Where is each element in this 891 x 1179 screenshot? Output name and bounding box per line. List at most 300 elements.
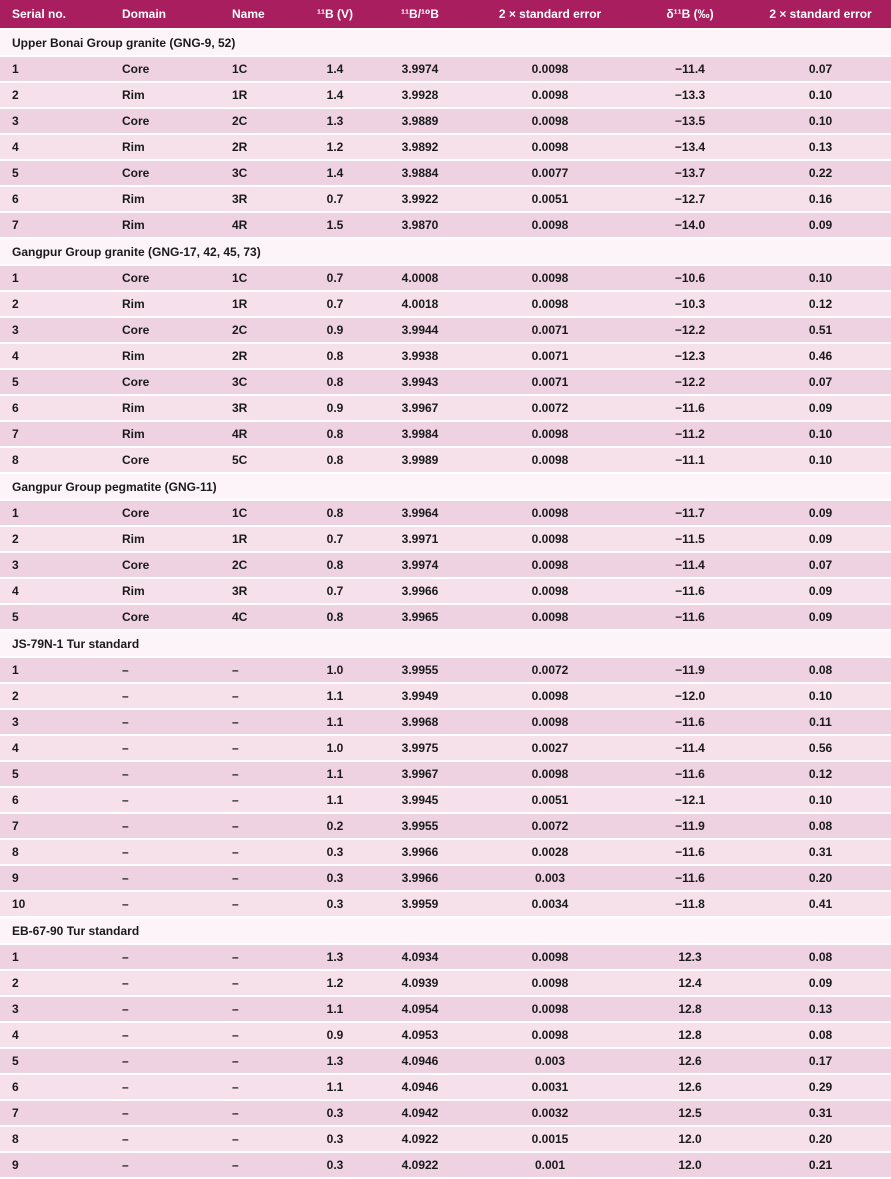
table-cell: 1R xyxy=(220,82,300,108)
table-row xyxy=(0,291,891,317)
table-cell: 1C xyxy=(220,265,300,291)
table-row xyxy=(0,500,891,526)
table-cell: −11.6 xyxy=(630,865,750,891)
table-cell: 0.0098 xyxy=(470,944,630,970)
table-cell: 1.0 xyxy=(300,657,370,683)
table-cell: 0.0015 xyxy=(470,1126,630,1152)
table-row xyxy=(0,865,891,891)
table-cell: 3.9966 xyxy=(370,839,470,865)
table-cell: 0.9 xyxy=(300,317,370,343)
table-cell: – xyxy=(220,970,300,996)
table-cell: – xyxy=(220,891,300,917)
table-cell: 12.6 xyxy=(630,1074,750,1100)
table-body xyxy=(0,29,891,1178)
table-cell: 0.3 xyxy=(300,1100,370,1126)
table-cell: – xyxy=(220,865,300,891)
table-cell: 3.9870 xyxy=(370,212,470,238)
table-cell: 10 xyxy=(0,891,110,917)
table-cell: 4 xyxy=(0,134,110,160)
table-cell: 1.0 xyxy=(300,735,370,761)
table-row xyxy=(0,56,891,82)
table-cell: −13.3 xyxy=(630,82,750,108)
table-cell: 2C xyxy=(220,317,300,343)
table-cell: 0.0098 xyxy=(470,421,630,447)
table-cell: 0.0071 xyxy=(470,369,630,395)
table-row xyxy=(0,604,891,630)
table-cell: 0.12 xyxy=(750,761,891,787)
table-cell: 1C xyxy=(220,56,300,82)
table-cell: 1.1 xyxy=(300,1074,370,1100)
table-row xyxy=(0,970,891,996)
table-cell: 3 xyxy=(0,552,110,578)
table-cell: 0.9 xyxy=(300,395,370,421)
table-cell: Core xyxy=(110,369,220,395)
table-cell: – xyxy=(110,657,220,683)
table-cell: Core xyxy=(110,160,220,186)
table-cell: 3 xyxy=(0,709,110,735)
table-cell: Core xyxy=(110,500,220,526)
table-cell: 3.9965 xyxy=(370,604,470,630)
table-cell: Rim xyxy=(110,421,220,447)
table-cell: 12.4 xyxy=(630,970,750,996)
table-cell: – xyxy=(110,1152,220,1178)
table-cell: 4R xyxy=(220,212,300,238)
table-cell: 1.3 xyxy=(300,108,370,134)
table-cell: 2 xyxy=(0,683,110,709)
table-cell: 12.5 xyxy=(630,1100,750,1126)
table-cell: Rim xyxy=(110,82,220,108)
table-cell: −11.5 xyxy=(630,526,750,552)
table-cell: 0.10 xyxy=(750,265,891,291)
table-row xyxy=(0,1074,891,1100)
table-cell: 0.0098 xyxy=(470,970,630,996)
table-row xyxy=(0,813,891,839)
table-cell: – xyxy=(110,1126,220,1152)
table-cell: 4.0954 xyxy=(370,996,470,1022)
table-cell: −14.0 xyxy=(630,212,750,238)
table-cell: 4 xyxy=(0,735,110,761)
table-cell: 0.7 xyxy=(300,265,370,291)
table-row xyxy=(0,369,891,395)
table-cell: 3.9938 xyxy=(370,343,470,369)
table-cell: 0.3 xyxy=(300,1152,370,1178)
table-cell: 7 xyxy=(0,1100,110,1126)
section-header-row xyxy=(0,473,891,500)
table-cell: 0.17 xyxy=(750,1048,891,1074)
table-cell: – xyxy=(110,970,220,996)
table-cell: Rim xyxy=(110,343,220,369)
table-cell: – xyxy=(110,891,220,917)
table-cell: 3.9968 xyxy=(370,709,470,735)
table-cell: Core xyxy=(110,108,220,134)
table-cell: Core xyxy=(110,552,220,578)
table-cell: 0.0034 xyxy=(470,891,630,917)
table-cell: 0.0032 xyxy=(470,1100,630,1126)
table-cell: 1.4 xyxy=(300,160,370,186)
table-cell: −11.2 xyxy=(630,421,750,447)
table-cell: 3.9975 xyxy=(370,735,470,761)
table-cell: 0.21 xyxy=(750,1152,891,1178)
table-row xyxy=(0,552,891,578)
table-cell: 0.2 xyxy=(300,813,370,839)
table-cell: −11.8 xyxy=(630,891,750,917)
table-cell: −10.6 xyxy=(630,265,750,291)
table-cell: −11.4 xyxy=(630,56,750,82)
table-row xyxy=(0,447,891,473)
table-row xyxy=(0,683,891,709)
table-row xyxy=(0,761,891,787)
table-cell: Rim xyxy=(110,526,220,552)
table-cell: 4 xyxy=(0,1022,110,1048)
table-cell: 3.9892 xyxy=(370,134,470,160)
table-cell: 3.9943 xyxy=(370,369,470,395)
table-cell: 3.9944 xyxy=(370,317,470,343)
table-cell: – xyxy=(220,1152,300,1178)
table-row xyxy=(0,317,891,343)
table-cell: – xyxy=(110,1022,220,1048)
column-header: ¹¹B/¹⁰B xyxy=(370,0,470,29)
table-row xyxy=(0,1126,891,1152)
table-cell: 3.9884 xyxy=(370,160,470,186)
table-cell: 3.9966 xyxy=(370,578,470,604)
table-cell: – xyxy=(220,735,300,761)
table-cell: 1.3 xyxy=(300,944,370,970)
table-cell: −11.7 xyxy=(630,500,750,526)
column-header: δ¹¹B (‰) xyxy=(630,0,750,29)
table-cell: 3 xyxy=(0,317,110,343)
table-cell: 6 xyxy=(0,787,110,813)
table-cell: 0.10 xyxy=(750,683,891,709)
table-cell: 0.09 xyxy=(750,500,891,526)
table-cell: 0.0098 xyxy=(470,82,630,108)
table-cell: −11.6 xyxy=(630,604,750,630)
table-cell: – xyxy=(110,996,220,1022)
table-cell: 3.9949 xyxy=(370,683,470,709)
table-cell: 0.0031 xyxy=(470,1074,630,1100)
table-cell: 3C xyxy=(220,160,300,186)
table-cell: 0.7 xyxy=(300,186,370,212)
table-cell: 3.9959 xyxy=(370,891,470,917)
table-cell: 3.9945 xyxy=(370,787,470,813)
table-row xyxy=(0,1100,891,1126)
column-header: ¹¹B (V) xyxy=(300,0,370,29)
table-cell: 0.10 xyxy=(750,447,891,473)
table-cell: 0.07 xyxy=(750,56,891,82)
table-cell: −12.2 xyxy=(630,369,750,395)
table-cell: Rim xyxy=(110,134,220,160)
table-cell: 4.0934 xyxy=(370,944,470,970)
table-cell: 1R xyxy=(220,291,300,317)
table-cell: 0.16 xyxy=(750,186,891,212)
table-cell: 0.0098 xyxy=(470,604,630,630)
table-cell: 0.0098 xyxy=(470,552,630,578)
table-row xyxy=(0,839,891,865)
table-cell: 3.9955 xyxy=(370,813,470,839)
table-row xyxy=(0,1048,891,1074)
table-cell: 3.9928 xyxy=(370,82,470,108)
table-cell: 4 xyxy=(0,343,110,369)
table-cell: 3.9922 xyxy=(370,186,470,212)
table-cell: 3.9984 xyxy=(370,421,470,447)
table-cell: 2R xyxy=(220,343,300,369)
table-cell: −13.7 xyxy=(630,160,750,186)
table-row xyxy=(0,212,891,238)
table-cell: 2R xyxy=(220,134,300,160)
table-cell: 0.0051 xyxy=(470,787,630,813)
table-cell: 0.3 xyxy=(300,839,370,865)
table-cell: 0.12 xyxy=(750,291,891,317)
table-cell: – xyxy=(220,709,300,735)
table-cell: −11.6 xyxy=(630,395,750,421)
table-cell: – xyxy=(220,839,300,865)
table-cell: 1.1 xyxy=(300,787,370,813)
table-cell: 0.31 xyxy=(750,1100,891,1126)
table-row xyxy=(0,526,891,552)
section-title: JS-79N-1 Tur standard xyxy=(0,630,891,657)
table-cell: – xyxy=(110,1048,220,1074)
table-cell: 0.0027 xyxy=(470,735,630,761)
table-cell: 8 xyxy=(0,1126,110,1152)
table-cell: 0.0098 xyxy=(470,265,630,291)
table-cell: 8 xyxy=(0,839,110,865)
table-cell: 5C xyxy=(220,447,300,473)
table-cell: Rim xyxy=(110,578,220,604)
table-cell: 12.6 xyxy=(630,1048,750,1074)
section-title: Gangpur Group pegmatite (GNG-11) xyxy=(0,473,891,500)
table-cell: 4.0946 xyxy=(370,1048,470,1074)
table-cell: −12.0 xyxy=(630,683,750,709)
table-cell: −11.6 xyxy=(630,761,750,787)
table-cell: – xyxy=(220,787,300,813)
table-cell: 0.0098 xyxy=(470,996,630,1022)
table-cell: 2 xyxy=(0,970,110,996)
section-header-row xyxy=(0,917,891,944)
table-cell: 12.0 xyxy=(630,1126,750,1152)
table-cell: 0.7 xyxy=(300,578,370,604)
table-row xyxy=(0,578,891,604)
table-cell: 1 xyxy=(0,944,110,970)
table-cell: – xyxy=(110,1100,220,1126)
table-cell: – xyxy=(220,683,300,709)
table-cell: 3R xyxy=(220,395,300,421)
table-cell: 0.0098 xyxy=(470,500,630,526)
table-cell: −12.2 xyxy=(630,317,750,343)
table-cell: – xyxy=(220,813,300,839)
table-cell: 12.8 xyxy=(630,1022,750,1048)
table-row xyxy=(0,265,891,291)
table-cell: 0.22 xyxy=(750,160,891,186)
table-cell: 2 xyxy=(0,82,110,108)
table-cell: 1.3 xyxy=(300,1048,370,1074)
column-header: 2 × standard error xyxy=(750,0,891,29)
table-cell: 0.20 xyxy=(750,865,891,891)
table-cell: 0.0098 xyxy=(470,134,630,160)
table-cell: 5 xyxy=(0,369,110,395)
table-cell: 4R xyxy=(220,421,300,447)
table-cell: 0.0098 xyxy=(470,56,630,82)
table-cell: – xyxy=(110,813,220,839)
table-row xyxy=(0,996,891,1022)
table-cell: – xyxy=(220,996,300,1022)
table-row xyxy=(0,944,891,970)
table-cell: 3.9964 xyxy=(370,500,470,526)
table-cell: Rim xyxy=(110,186,220,212)
table-cell: 4.0018 xyxy=(370,291,470,317)
section-header-row xyxy=(0,630,891,657)
table-cell: 4.0008 xyxy=(370,265,470,291)
table-row xyxy=(0,891,891,917)
table-cell: – xyxy=(220,1022,300,1048)
table-cell: 0.0071 xyxy=(470,343,630,369)
table-cell: 1.2 xyxy=(300,134,370,160)
table-cell: 0.8 xyxy=(300,369,370,395)
table-cell: −11.9 xyxy=(630,813,750,839)
table-cell: 2 xyxy=(0,526,110,552)
table-cell: 4C xyxy=(220,604,300,630)
table-row xyxy=(0,82,891,108)
table-cell: 1.2 xyxy=(300,970,370,996)
table-cell: 0.56 xyxy=(750,735,891,761)
table-cell: 3C xyxy=(220,369,300,395)
table-cell: 3.9974 xyxy=(370,552,470,578)
table-cell: 7 xyxy=(0,212,110,238)
table-cell: – xyxy=(110,761,220,787)
table-cell: Core xyxy=(110,317,220,343)
table-cell: 12.3 xyxy=(630,944,750,970)
table-cell: 0.09 xyxy=(750,970,891,996)
table-cell: 0.10 xyxy=(750,787,891,813)
table-cell: 1R xyxy=(220,526,300,552)
table-cell: 1 xyxy=(0,265,110,291)
table-cell: 4.0922 xyxy=(370,1152,470,1178)
table-row xyxy=(0,421,891,447)
table-cell: 7 xyxy=(0,421,110,447)
table-cell: 3.9989 xyxy=(370,447,470,473)
table-row xyxy=(0,108,891,134)
table-header-row xyxy=(0,0,891,29)
table-cell: – xyxy=(110,1074,220,1100)
table-cell: 5 xyxy=(0,761,110,787)
table-cell: – xyxy=(110,839,220,865)
table-cell: 4.0953 xyxy=(370,1022,470,1048)
table-cell: 3.9971 xyxy=(370,526,470,552)
table-cell: 1.1 xyxy=(300,761,370,787)
table-cell: −11.6 xyxy=(630,709,750,735)
table-cell: 0.10 xyxy=(750,108,891,134)
table-cell: 8 xyxy=(0,447,110,473)
table-cell: 1 xyxy=(0,657,110,683)
section-header-row xyxy=(0,29,891,56)
table-row xyxy=(0,1022,891,1048)
table-cell: 0.13 xyxy=(750,996,891,1022)
table-cell: Core xyxy=(110,604,220,630)
table-cell: – xyxy=(220,1126,300,1152)
table-cell: 0.0098 xyxy=(470,761,630,787)
table-cell: 6 xyxy=(0,395,110,421)
table-cell: 0.7 xyxy=(300,291,370,317)
table-cell: 0.0098 xyxy=(470,212,630,238)
table-cell: 0.3 xyxy=(300,865,370,891)
table-cell: 0.0098 xyxy=(470,709,630,735)
table-cell: 0.0071 xyxy=(470,317,630,343)
table-cell: 1 xyxy=(0,56,110,82)
table-cell: 1.1 xyxy=(300,996,370,1022)
section-title: EB-67-90 Tur standard xyxy=(0,917,891,944)
table-cell: 5 xyxy=(0,604,110,630)
table-cell: 0.003 xyxy=(470,865,630,891)
table-cell: 0.13 xyxy=(750,134,891,160)
table-cell: −11.4 xyxy=(630,552,750,578)
table-cell: 3.9889 xyxy=(370,108,470,134)
table-cell: 0.0098 xyxy=(470,526,630,552)
table-cell: 0.0098 xyxy=(470,683,630,709)
table-cell: 0.08 xyxy=(750,944,891,970)
table-cell: 4.0942 xyxy=(370,1100,470,1126)
section-title: Upper Bonai Group granite (GNG-9, 52) xyxy=(0,29,891,56)
table-cell: 0.0098 xyxy=(470,291,630,317)
column-header: Domain xyxy=(110,0,220,29)
column-header: Serial no. xyxy=(0,0,110,29)
table-cell: 0.09 xyxy=(750,212,891,238)
table-cell: 3.9967 xyxy=(370,761,470,787)
table-cell: 0.46 xyxy=(750,343,891,369)
table-cell: – xyxy=(220,1074,300,1100)
table-cell: 12.0 xyxy=(630,1152,750,1178)
table-cell: 0.8 xyxy=(300,421,370,447)
table-row xyxy=(0,134,891,160)
table-cell: – xyxy=(110,709,220,735)
table-cell: 1.4 xyxy=(300,56,370,82)
table-cell: −10.3 xyxy=(630,291,750,317)
table-cell: 0.07 xyxy=(750,369,891,395)
table-cell: 4.0939 xyxy=(370,970,470,996)
table-cell: Rim xyxy=(110,212,220,238)
table-cell: 0.10 xyxy=(750,421,891,447)
column-header: Name xyxy=(220,0,300,29)
table-cell: −11.4 xyxy=(630,735,750,761)
section-title: Gangpur Group granite (GNG-17, 42, 45, 73) xyxy=(0,238,891,265)
table-row xyxy=(0,395,891,421)
table-cell: 0.0072 xyxy=(470,813,630,839)
table-cell: 0.0098 xyxy=(470,1022,630,1048)
table-cell: 0.0072 xyxy=(470,657,630,683)
table-cell: 0.09 xyxy=(750,395,891,421)
table-cell: – xyxy=(220,761,300,787)
table-row xyxy=(0,657,891,683)
table-cell: – xyxy=(220,944,300,970)
table-cell: 0.10 xyxy=(750,82,891,108)
table-cell: 0.41 xyxy=(750,891,891,917)
table-cell: 0.09 xyxy=(750,578,891,604)
table-cell: 3.9967 xyxy=(370,395,470,421)
table-cell: 7 xyxy=(0,813,110,839)
table-row xyxy=(0,787,891,813)
table-cell: 3.9955 xyxy=(370,657,470,683)
table-cell: 0.11 xyxy=(750,709,891,735)
table-cell: 9 xyxy=(0,1152,110,1178)
table-cell: 0.001 xyxy=(470,1152,630,1178)
table-cell: – xyxy=(110,735,220,761)
table-cell: 3R xyxy=(220,578,300,604)
table-cell: 0.0051 xyxy=(470,186,630,212)
table-cell: 1 xyxy=(0,500,110,526)
table-row xyxy=(0,1152,891,1178)
table-cell: 5 xyxy=(0,1048,110,1074)
table-cell: – xyxy=(110,944,220,970)
table-cell: 0.08 xyxy=(750,657,891,683)
table-cell: 1C xyxy=(220,500,300,526)
table-cell: −11.9 xyxy=(630,657,750,683)
